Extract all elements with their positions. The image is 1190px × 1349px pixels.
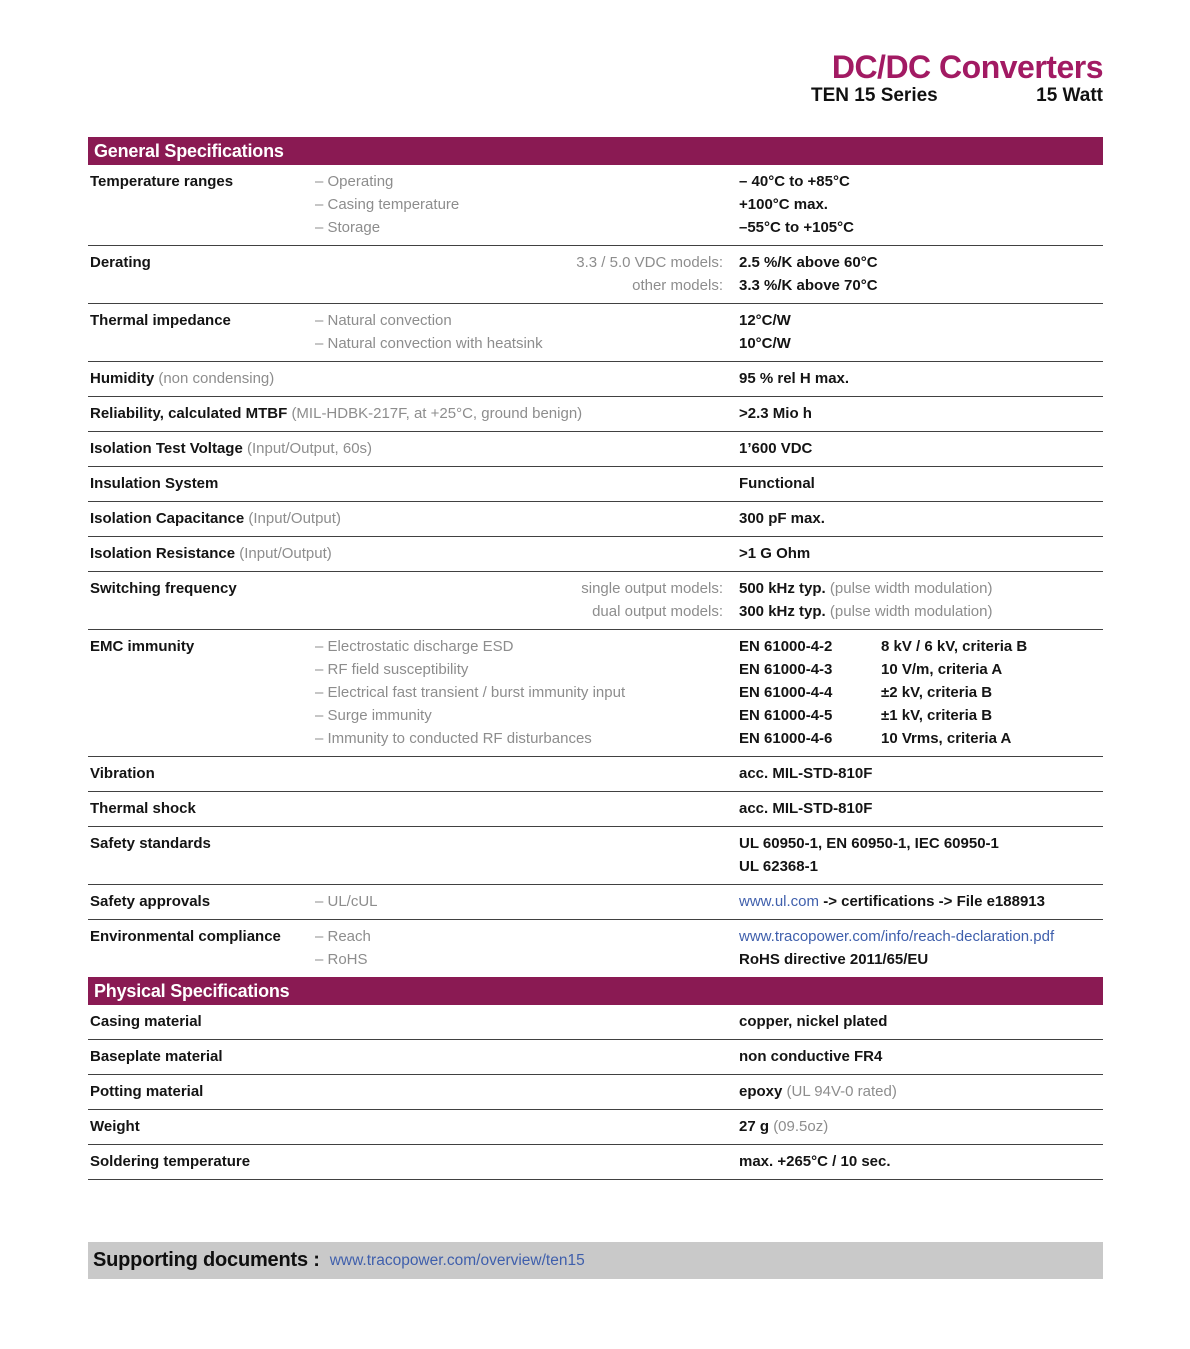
emc-standard: EN 61000-4-4 xyxy=(739,684,833,701)
spec-value: non conductive FR4 xyxy=(739,1048,883,1065)
spec-label-note: (non condensing) xyxy=(158,370,275,387)
spec-label-note: (Input/Output, 60s) xyxy=(246,440,373,457)
spec-label: Isolation Resistance (Input/Output) xyxy=(90,545,332,562)
spec-sublabels xyxy=(315,170,739,239)
spec-values xyxy=(739,170,1103,239)
spec-values xyxy=(739,1010,1103,1033)
row-casing-material xyxy=(88,1005,1103,1040)
section-header-general: General Specifications xyxy=(88,137,1103,165)
spec-value: max. +265°C / 10 sec. xyxy=(739,1153,891,1170)
sublabel: – Surge immunity xyxy=(315,707,432,724)
spec-label: Environmental compliance xyxy=(90,928,281,945)
spec-value-note: (pulse width modulation) xyxy=(829,603,993,620)
spec-label-note: (MIL-HDBK-217F, at +25°C, ground benign) xyxy=(291,405,583,422)
emc-criteria: 10 Vrms, criteria A xyxy=(881,730,1012,747)
spec-label: Potting material xyxy=(90,1083,204,1100)
emc-criteria: 8 kV / 6 kV, criteria B xyxy=(881,638,1028,655)
sublabel: – Storage xyxy=(315,219,381,236)
spec-label: Humidity (non condensing) xyxy=(90,370,275,387)
row-thermal-impedance xyxy=(88,304,1103,362)
spec-sublabels xyxy=(315,925,739,971)
page-title: DC/DC Converters xyxy=(831,49,1103,85)
spec-value: RoHS directive 2011/65/EU xyxy=(739,951,929,968)
spec-value: copper, nickel plated xyxy=(739,1013,888,1030)
page-content xyxy=(88,0,1103,1279)
spec-values xyxy=(739,472,1103,495)
spec-value: 300 pF max. xyxy=(739,510,825,527)
row-reliability xyxy=(88,397,1103,432)
emc-standard: EN 61000-4-6 xyxy=(739,730,833,747)
spec-sublabels xyxy=(315,309,739,355)
row-weight xyxy=(88,1110,1103,1145)
spec-values xyxy=(739,402,1103,425)
spec-label-note: (Input/Output) xyxy=(248,510,341,527)
spec-value-note: (pulse width modulation) xyxy=(829,580,993,597)
spec-label: EMC immunity xyxy=(90,638,195,655)
reach-declaration-link[interactable]: www.tracopower.com/info/reach-declaration.pdf xyxy=(739,928,1055,945)
spec-value: acc. MIL-STD-810F xyxy=(739,765,873,782)
sublabel: dual output models: xyxy=(592,603,723,620)
spec-value: 500 kHz typ. xyxy=(739,580,826,597)
row-thermal-shock xyxy=(88,792,1103,827)
spec-values xyxy=(739,1115,1103,1138)
row-derating xyxy=(88,246,1103,304)
spec-value-note: (UL 94V-0 rated) xyxy=(786,1083,897,1100)
row-isolation-test-voltage xyxy=(88,432,1103,467)
row-safety-standards xyxy=(88,827,1103,885)
spec-value: -> certifications -> File e188913 xyxy=(819,893,1045,910)
document-header xyxy=(88,50,1103,107)
spec-sublabels xyxy=(315,635,739,750)
spec-values xyxy=(739,925,1103,971)
spec-label: Isolation Test Voltage (Input/Output, 60s) xyxy=(90,440,373,457)
spec-value: +100°C max. xyxy=(739,196,828,213)
row-soldering-temperature xyxy=(88,1145,1103,1180)
spec-value: 95 % rel H max. xyxy=(739,370,850,387)
spec-values xyxy=(739,437,1103,460)
spec-sublabels xyxy=(315,251,739,297)
sublabel: – Natural convection with heatsink xyxy=(315,335,543,352)
spec-label: Safety approvals xyxy=(90,893,211,910)
spec-sublabels xyxy=(315,890,739,913)
spec-value: 27 g xyxy=(739,1118,770,1135)
spec-values xyxy=(739,507,1103,530)
spec-values xyxy=(739,251,1103,297)
section-header-physical: Physical Specifications xyxy=(88,977,1103,1005)
spec-value: 12°C/W xyxy=(739,312,791,329)
spec-label: Thermal shock xyxy=(90,800,196,817)
spec-values xyxy=(739,890,1103,913)
spec-label: Vibration xyxy=(90,765,155,782)
spec-value-note: (09.5oz) xyxy=(773,1118,829,1135)
spec-label: Soldering temperature xyxy=(90,1153,251,1170)
spec-values xyxy=(739,832,1103,878)
spec-label: Weight xyxy=(90,1118,140,1135)
spec-value: epoxy xyxy=(739,1083,783,1100)
emc-criteria: 10 V/m, criteria A xyxy=(881,661,1003,678)
sublabel: – Electrical fast transient / burst immunity input xyxy=(315,684,626,701)
supporting-documents-label: Supporting documents : xyxy=(93,1249,320,1271)
spec-label: Temperature ranges xyxy=(90,173,234,190)
spec-values xyxy=(739,367,1103,390)
row-temperature-ranges xyxy=(88,165,1103,246)
sublabel: single output models: xyxy=(581,580,723,597)
row-safety-approvals xyxy=(88,885,1103,920)
spec-value: acc. MIL-STD-810F xyxy=(739,800,873,817)
sublabel: – Immunity to conducted RF disturbances xyxy=(315,730,592,747)
sublabel: 3.3 / 5.0 VDC models: xyxy=(576,254,723,271)
spec-values xyxy=(739,797,1103,820)
row-vibration xyxy=(88,757,1103,792)
spec-values xyxy=(739,635,1103,750)
sublabel: – Natural convection xyxy=(315,312,452,329)
row-baseplate-material xyxy=(88,1040,1103,1075)
spec-value: 1’600 VDC xyxy=(739,440,813,457)
spec-label: Derating xyxy=(90,254,151,271)
ul-certification-link[interactable]: www.ul.com xyxy=(739,893,820,910)
spec-values xyxy=(739,309,1103,355)
row-switching-frequency xyxy=(88,572,1103,630)
sublabel: – RoHS xyxy=(315,951,368,968)
spec-label: Isolation Capacitance (Input/Output) xyxy=(90,510,341,527)
spec-value: 3.3 %/K above 70°C xyxy=(739,277,878,294)
sublabel: – Operating xyxy=(315,173,394,190)
spec-value: 10°C/W xyxy=(739,335,791,352)
spec-label: Casing material xyxy=(90,1013,202,1030)
spec-values xyxy=(739,542,1103,565)
row-potting-material xyxy=(88,1075,1103,1110)
emc-criteria: ±2 kV, criteria B xyxy=(881,684,993,701)
emc-standard: EN 61000-4-5 xyxy=(739,707,833,724)
spec-label: Switching frequency xyxy=(90,580,237,597)
row-insulation-system xyxy=(88,467,1103,502)
supporting-documents-bar xyxy=(88,1242,1103,1279)
emc-criteria: ±1 kV, criteria B xyxy=(881,707,993,724)
spec-label: Reliability, calculated MTBF (MIL-HDBK-217F, at +25°C, ground benign) xyxy=(90,405,583,422)
spec-sublabels xyxy=(315,577,739,623)
spec-values xyxy=(739,1045,1103,1068)
spec-value: – 40°C to +85°C xyxy=(739,173,850,190)
spec-values xyxy=(739,1150,1103,1173)
spec-value: –55°C to +105°C xyxy=(739,219,854,236)
spec-value: >2.3 Mio h xyxy=(739,405,812,422)
emc-standard: EN 61000-4-2 xyxy=(739,638,833,655)
spec-label: Insulation System xyxy=(90,475,219,492)
spec-value: >1 G Ohm xyxy=(739,545,811,562)
spec-label: Thermal impedance xyxy=(90,312,231,329)
spec-values xyxy=(739,762,1103,785)
supporting-documents-link[interactable]: www.tracopower.com/overview/ten15 xyxy=(329,1251,585,1269)
spec-value: UL 60950-1, EN 60950-1, IEC 60950-1 xyxy=(739,835,999,852)
sublabel: – Reach xyxy=(315,928,371,945)
sublabel: – Electrostatic discharge ESD xyxy=(315,638,514,655)
row-humidity xyxy=(88,362,1103,397)
spec-label-note: (Input/Output) xyxy=(239,545,332,562)
spec-value: 2.5 %/K above 60°C xyxy=(739,254,878,271)
spec-value: Functional xyxy=(739,475,815,492)
spec-value: UL 62368-1 xyxy=(739,858,818,875)
emc-standard: EN 61000-4-3 xyxy=(739,661,833,678)
sublabel: other models: xyxy=(632,277,723,294)
row-isolation-capacitance xyxy=(88,502,1103,537)
row-emc-immunity xyxy=(88,630,1103,757)
spec-value: 300 kHz typ. xyxy=(739,603,826,620)
sublabel: – UL/cUL xyxy=(315,893,378,910)
row-environmental-compliance xyxy=(88,920,1103,977)
wattage: 15 Watt xyxy=(1036,85,1103,106)
sublabel: – RF field susceptibility xyxy=(315,661,469,678)
row-isolation-resistance xyxy=(88,537,1103,572)
spec-label: Safety standards xyxy=(90,835,211,852)
sublabel: – Casing temperature xyxy=(315,196,460,213)
subtitle-row xyxy=(811,85,1103,107)
spec-label: Baseplate material xyxy=(90,1048,223,1065)
spec-values xyxy=(739,1080,1103,1103)
series-name: TEN 15 Series xyxy=(811,85,938,106)
spec-values xyxy=(739,577,1103,623)
